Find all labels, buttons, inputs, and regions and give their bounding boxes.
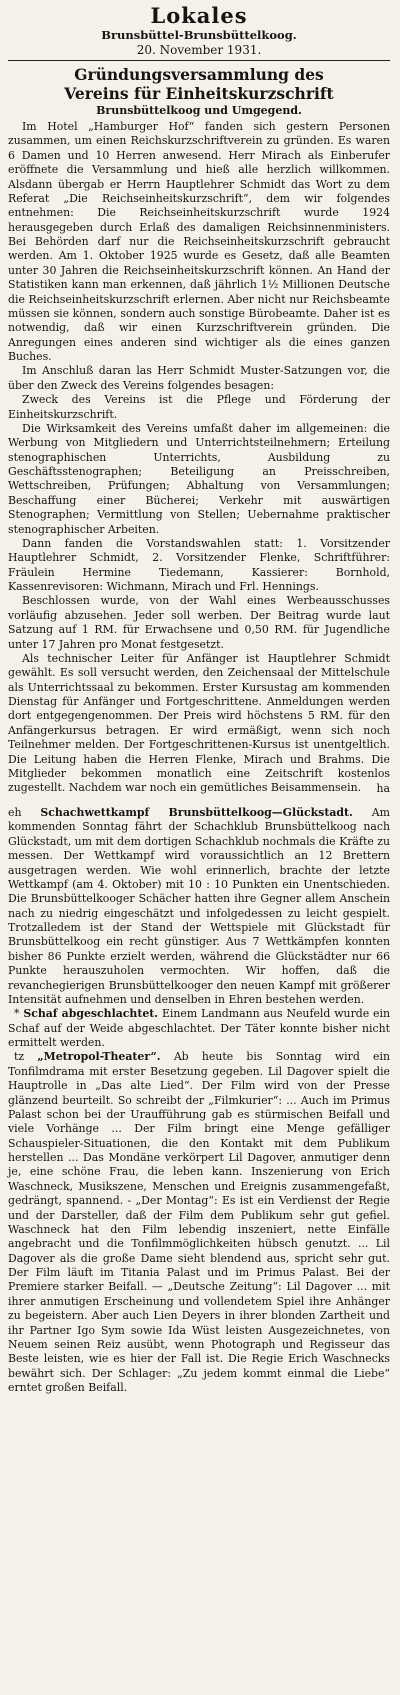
divider-rule	[8, 60, 390, 61]
article-title: Schaf abgeschlachtet.	[23, 1007, 159, 1021]
issue-date: 20. November 1931.	[136, 43, 262, 57]
bullet-marker: *	[14, 1007, 20, 1021]
article-paragraph: Zweck des Vereins ist die Pflege und Förderung der Einheitskurzschrift.	[8, 393, 390, 421]
article-separator	[8, 796, 390, 806]
article-subheadline: Brunsbüttelkoog und Umgegend.	[96, 104, 302, 117]
article-founding-meeting	[8, 65, 390, 796]
article-headline-line2: Vereins für Einheitskurzschrift	[64, 84, 334, 103]
dateline: Brunsbüttel-Brunsbüttelkoog.	[101, 28, 297, 42]
section-title: Lokales	[150, 3, 248, 28]
article-metropol-theater	[8, 1050, 390, 1395]
article-paragraph: Die Wirksamkeit des Vereins umfaßt daher im allgemeinen: die Werbung von Mitgliedern und Unterrichtsteilnehmern; Erteilung stenographischen Unterrichts, Ausbildung zu Geschäftsstenographen; Beteiligung an Preisschreiben, Wettschreiben, Prüfungen; Abhaltung von Versammlungen; Beschaffung einer Bücherei; Verkehr mit auswärtigen Stenographen; Vermittlung von Stellen; Uebernahme praktischer stenographischer Arbeiten.	[8, 421, 390, 536]
article-paragraph: Im Hotel „Hamburger Hof“ fanden sich gestern Personen zusammen, um einen Reichskurzschriftverein zu gründen. Es waren 6 Damen und 10 Herren anwesend. Herr Mirach als Einberufer eröffnete die Versammlung und hieß alle herzlich willkommen. Alsdann übergab er Herrn Hauptlehrer Schmidt das Wort zu dem Referat „Die Reichseinheitskurzschrift“, dem wir folgendes entnehmen: Die Reichseinheitskurzschrift wurde 1924 herausgegeben durch Erlaß des damaligen Reichsinnenministers. Bei Behörden darf nur die Reichseinheitskurzschrift gebraucht werden. Am 1. Oktober 1925 wurde es Gesetz, daß alle Beamten unter 30 Jahren die Reichseinheitskurzschrift können. An Hand der Statistiken kann man erkennen, daß jährlich 1½ Millionen Deutsche die Reichseinheitskurzschrift erlernen. Aber nicht nur Reichsbeamte müssen sie können, sondern auch sonstige Bürobeamte. Daher ist es notwendig, daß wir einen Kurzschriftverein gründen. Die Anregungen eines anderen sind wichtiger als die eines ganzen Buches.	[8, 120, 390, 363]
article-headline-line1: Gründungsversammlung des	[74, 65, 324, 84]
article-paragraph: Dann fanden die Vorstandswahlen statt: 1. Vorsitzender Hauptlehrer Schmidt, 2. Vorsitzender Flenke, Schriftführer: Fräulein Hermine Tiedemann, Kassierer: Bornhold, Kassenrevisoren: Wichmann, Mirach und Frl. Hennings.	[8, 536, 390, 593]
article-body: Am kommenden Sonntag fährt der Schachklub Brunsbüttelkoog nach Glückstadt, um mit dem dortigen Schachklub nochmals die Kräfte zu messen. Der Wettkampf wird voraussichtlich an 12 Brettern ausgetragen werden. Wie wohl erinnerlich, brachte der letzte Wettkampf (am 4. Oktober) mit 10 : 10 Punkten ein Unentschieden. Die Brunsbüttelkooger Schächer hatten ihre Gegner allem Anschein nach zu niedrig eingeschätzt und infolgedessen zu leicht gespielt. Trotzalledem ist der Stand der Wettspiele mit Glückstadt für Brunsbüttelkoog ein recht günstiger. Aus 7 Wettkämpfen konnten bisher 86 Punkte erzielt werden, während die Glückstädter nur 66 Punkte herauszuholen vermochten. Wir hoffen, daß die revanchegierigen Brunsbüttelkooger den neuen Kampf mit größerer Intensität aufnehmen und denselben in Ehren bestehen werden.	[8, 806, 390, 1006]
author-initials: eh	[8, 806, 22, 819]
article-title: Schachwettkampf Brunsbüttelkoog—Glückstadt.	[40, 806, 353, 819]
article-paragraph: Im Anschluß daran las Herr Schmidt Muster-Satzungen vor, die über den Zweck des Vereins folgendes besagen:	[8, 364, 390, 392]
article-body: Einem Landmann aus Neufeld wurde ein Schaf auf der Weide abgeschlachtet. Der Täter konnte bisher nicht ermittelt werden.	[8, 1007, 390, 1049]
article-paragraph: Als technischer Leiter für Anfänger ist Hauptlehrer Schmidt gewählt. Es soll versucht werden, den Zeichensaal der Mittelschule als Unterrichtssaal zu bekommen. Erster Kursustag am kommenden Dienstag für Anfänger und Fortgeschrittene. Anmeldungen werden dort entgegengenommen. Der Preis wird höchstens 5 RM. für den Anfängerkursus betragen. Er wird ermäßigt, wenn sich noch Teilnehmer melden. Der Fortgeschrittenen-Kursus ist unentgeltlich. Die Leitung haben die Herren Flenke, Mirach und Brahms. Die Mitglieder bekommen monatlich eine Zeitschrift kostenlos zugestellt. Nachdem war noch ein gemütliches Beisammensein.	[8, 651, 390, 795]
author-initials: tz	[14, 1050, 25, 1064]
article-chess-match	[8, 806, 390, 1007]
article-paragraph: Beschlossen wurde, von der Wahl eines Werbeausschusses vorläufig abzusehen. Jeder soll werben. Der Beitrag wurde laut Satzung auf 1 RM. für Erwachsene und 0,50 RM. für Jugendliche unter 17 Jahren pro Monat festgesetzt.	[8, 594, 390, 651]
article-body: Ab heute bis Sonntag wird ein Tonfilmdrama mit erster Besetzung gegeben. Lil Dagover spielt die Hauptrolle in „Das alte Lied“. Der Film wird von der Presse glänzend beurteilt. So schreibt der „Filmkurier“: ... Auch im Primus Palast schon bei der Uraufführung gab es stürmischen Beifall und viele Vorhänge ... Der Film bringt eine Menge gefälliger Schauspieler-Situationen, die den Kontakt mit dem Publikum herstellen ... Das Mondäne verkörpert Lil Dagover, anmutiger denn je, eine schöne Frau, die leben kann. Inszenierung von Erich Waschneck, Musikszene, Menschen und Ereignis zusammengefaßt, gedrängt, spannend. - „Der Montag“: Es ist ein Verdienst der Regie und der Darsteller, daß der Film dem Publikum sehr gut gefiel. Waschneck hat den Film lebendig inszeniert, nette Einfälle angebracht und die Tonfilmmöglichkeiten hübsch genutzt. ... Lil Dagover als die große Dame sieht blendend aus, spricht sehr gut. Der Film läuft im Titania Palast und im Primus Palast. Bei der Premiere starker Beifall. — „Deutsche Zeitung“: Lil Dagover ... mit ihrer anmutigen Erscheinung und vollendetem Spiel ihre Anhänger zu begeistern. Aber auch Lien Deyers in ihrer blonden Zartheit und ihr Partner Igo Sym sowie Ida Wüst leisten Ausgezeichnetes, von Neuem seinen Reiz ausübt, wenn Photograph und Regisseur das Beste leisten, wie es hier der Fall ist. Die Regie Erich Waschnecks bewährt sich. Der Schlager: „Zu jedem kommt einmal die Liebe“ erntet großen Beifall.	[8, 1050, 391, 1394]
article-sheep	[8, 1007, 390, 1050]
article-title: „Metropol-Theater“.	[37, 1050, 161, 1064]
author-signature: ha	[376, 781, 390, 795]
